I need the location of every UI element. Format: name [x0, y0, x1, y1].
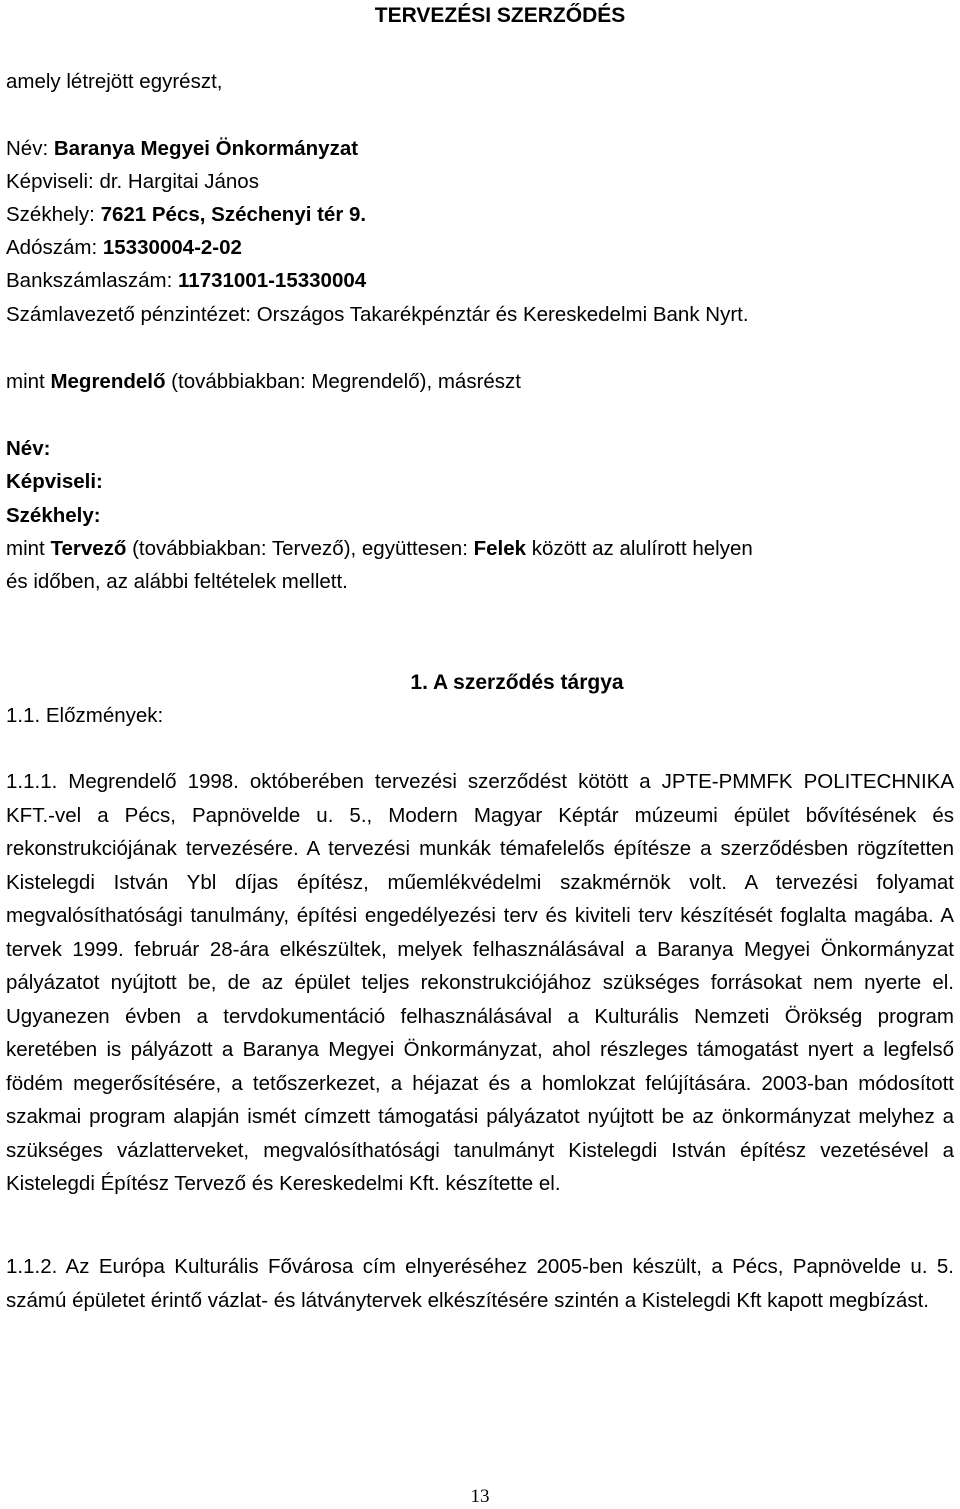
party1-name — [6, 137, 358, 161]
section-heading: 1. A szerződés tárgya — [410, 671, 624, 694]
party1-bank-value: 11731001-15330004 — [178, 269, 367, 292]
party2-role-suffix: között az alulírott helyen — [526, 537, 753, 560]
party2-role-bold2: Felek — [473, 537, 527, 560]
party2-role-prefix: mint — [6, 537, 51, 560]
party1-bankinst-label: Számlavezető pénzintézet: — [6, 303, 257, 326]
party1-tax-value: 15330004-2-02 — [102, 236, 242, 259]
party2-role-line2: és időben, az alábbi feltételek mellett. — [6, 570, 348, 593]
party1-seat-label: Székhely: — [6, 203, 101, 226]
party1-role-suffix: (továbbiakban: Megrendelő), másrészt — [165, 370, 521, 393]
party2-seat-label — [6, 504, 101, 528]
paragraph-1-1-2: 1.1.2. Az Európa Kulturális Fővárosa cím elnyeréséhez 2005-ben készült, a Pécs, Papnövelde u. 5. számú épületet érintő vázlat- és látványtervek elkészítésére szintén a Kistelegdi Kft kapott megbízást. — [6, 1255, 954, 1312]
page-number: 13 — [470, 1486, 490, 1507]
party2-role-bold: Tervező — [50, 537, 127, 560]
party1-seat-value: 7621 Pécs, Széchenyi tér 9. — [100, 203, 367, 226]
party1-bank-institution — [6, 303, 749, 327]
party1-tax-label: Adószám: — [6, 236, 103, 259]
party2-role-line1 — [6, 537, 753, 561]
party1-bank-label: Bankszámlaszám: — [6, 269, 179, 292]
party1-bankinst-value: Országos Takarékpénztár és Kereskedelmi Bank Nyrt. — [256, 303, 749, 326]
party1-role-bold: Megrendelő — [50, 370, 166, 393]
party1-role-prefix: mint — [6, 370, 51, 393]
party2-rep-label-text: Képviseli: — [6, 470, 103, 493]
party1-rep-value: dr. Hargitai János — [99, 170, 259, 193]
party1-name-value: Baranya Megyei Önkormányzat — [53, 137, 359, 160]
party1-tax-number — [6, 236, 242, 260]
paragraph-1-1-1: 1.1.1. Megrendelő 1998. októberében tervezési szerződést kötött a JPTE-PMMFK POLITECHNIKA KFT.-vel a Pécs, Papnövelde u. 5., Modern Magyar Képtár múzeumi épület bővítésének és rekonstrukciójának tervezésére. A tervezési munkák témafelelős építésze a szerződésben rögzítetten Kistelegdi István Ybl díjas építész, műemlékvédelmi szakmérnök volt. A tervezési folyamat megvalósíthatósági tanulmány, építési engedélyezési terv és kiviteli terv készítését foglalta magába. A tervek 1999. február 28-ára elkészültek, melyek felhasználásával a Baranya Megyei Önkormányzat pályázatot nyújtott be, de az épület teljes rekonstrukciójához szükséges forrásokat nem nyerte el. Ugyanezen évben a tervdokumentáció felhasználásával a Kulturális Nemzeti Örökség program keretében is pályázott a Baranya Megyei Önkormányzat, ahol részleges támogatást nyert a legfelső födém megerősítésére, a tetőszerkezet, a héjazat és a homlokzat felújítására. 2003-ban módosított szakmai program alapján ismét címzett támogatási pályázatot nyújtott be az önkormányzat melyhez a szükséges vázlatterveket, megvalósíthatósági tanulmányt Kistelegdi István építész vezetésével a Kistelegdi Építész Tervező és Kereskedelmi Kft. készítette el. — [6, 770, 954, 1195]
party1-bank-account — [6, 269, 366, 293]
document-title: TERVEZÉSI SZERZŐDÉS — [374, 4, 626, 27]
party1-representative — [6, 170, 259, 194]
party2-rep-label — [6, 470, 103, 494]
party1-role — [6, 370, 521, 394]
party1-name-label: Név: — [6, 137, 54, 160]
party2-name-label — [6, 437, 50, 461]
subsection-heading: 1.1. Előzmények: — [6, 704, 164, 727]
party2-role-mid: (továbbiakban: Tervező), együttesen: — [126, 537, 474, 560]
party2-seat-label-text: Székhely: — [6, 504, 101, 527]
party1-rep-label: Képviseli: — [6, 170, 100, 193]
party2-name-label-text: Név: — [6, 437, 51, 460]
party2-role — [6, 537, 954, 561]
intro-text: amely létrejött egyrészt, — [6, 70, 223, 93]
party1-seat — [6, 203, 366, 227]
